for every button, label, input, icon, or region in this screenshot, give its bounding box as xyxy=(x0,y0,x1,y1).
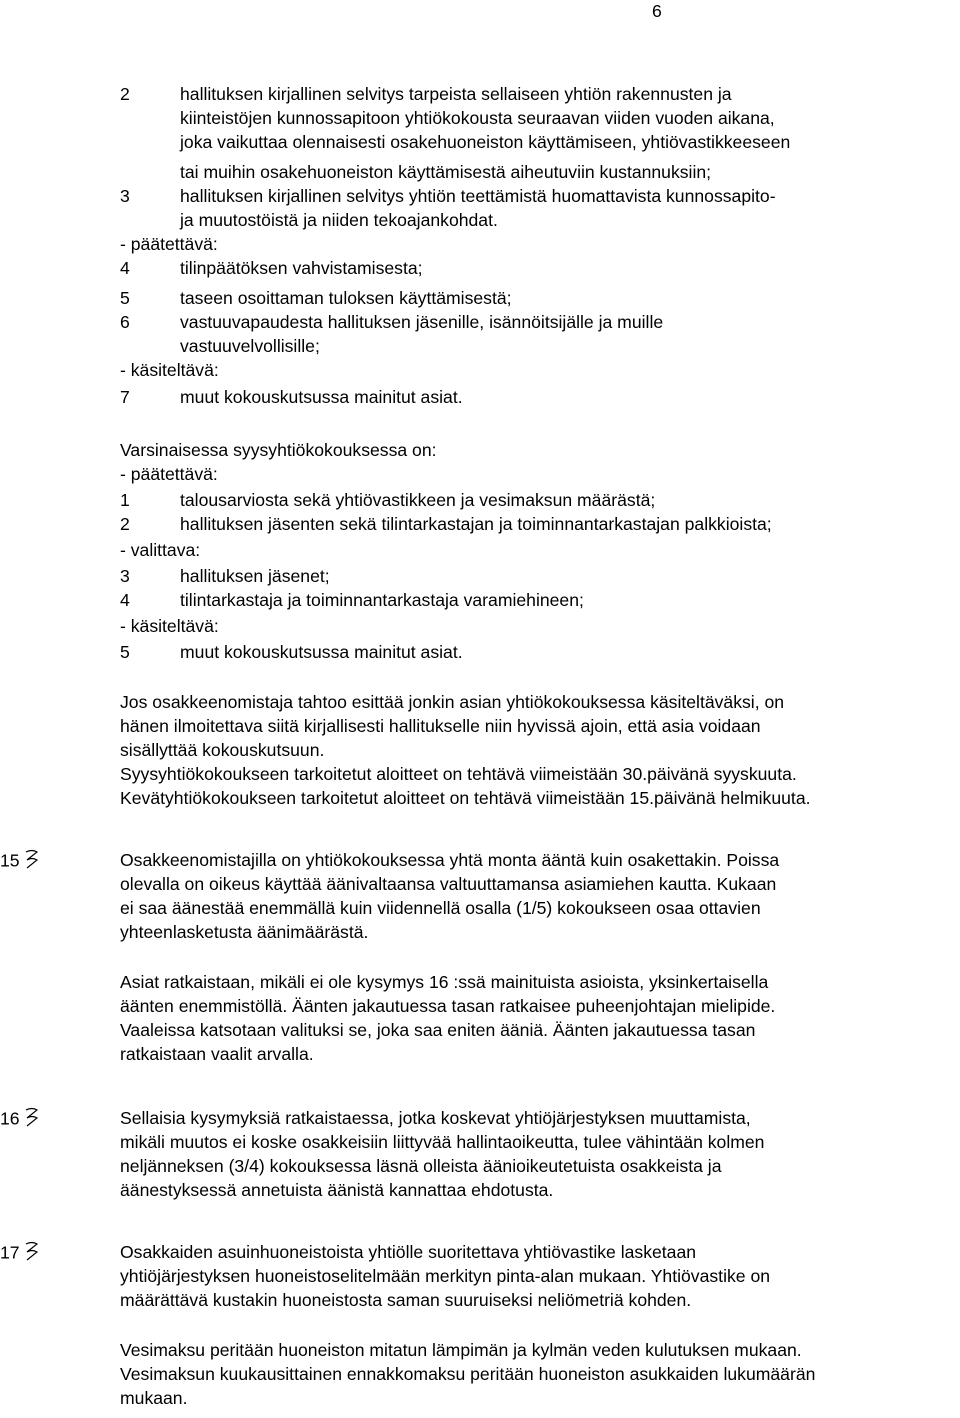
text-line: - käsiteltävä: xyxy=(120,616,219,636)
list-item-number: 3 xyxy=(120,186,130,206)
text-line: mikäli muutos ei koske osakkeisiin liittyvää hallintaoikeutta, tulee vähintään kolmen xyxy=(120,1132,765,1152)
text-line: yhteenlasketusta äänimäärästä. xyxy=(120,922,369,942)
list-item-number: 5 xyxy=(120,288,130,308)
text-line: - käsiteltävä: xyxy=(120,360,219,380)
text-line: taseen osoittaman tuloksen käyttämisestä; xyxy=(180,288,512,308)
list-item-number: 2 xyxy=(120,84,130,104)
text-line: Kevätyhtiökokoukseen tarkoitetut aloitteet on tehtävä viimeistään 15.päivänä helmikuuta. xyxy=(120,788,811,808)
section-number xyxy=(0,848,42,876)
text-line: hallituksen jäsenten sekä tilintarkastajan ja toiminnantarkastajan palkkioista; xyxy=(180,514,772,534)
text-line: Asiat ratkaistaan, mikäli ei ole kysymys 16 :ssä mainituista asioista, yksinkertaisella xyxy=(120,972,769,992)
text-line: yhtiöjärjestyksen huoneistoselitelmään merkityn pinta-alan mukaan. Yhtiövastike on xyxy=(120,1266,771,1286)
text-line: kiinteistöjen kunnossapitoon yhtiökokousta seuraavan viiden vuoden aikana, xyxy=(180,108,775,128)
section-number xyxy=(0,1106,42,1134)
list-item-number: 4 xyxy=(120,590,130,610)
text-line: äänten enemmistöllä. Äänten jakautuessa tasan ratkaisee puheenjohtajan mielipide. xyxy=(120,996,776,1016)
text-line: Vaaleissa katsotaan valituksi se, joka saa eniten ääniä. Äänten jakautuessa tasan xyxy=(120,1020,756,1040)
section-sign-icon xyxy=(24,1240,42,1268)
text-line: Osakkeenomistajilla on yhtiökokouksessa yhtä monta ääntä kuin osakettakin. Poissa xyxy=(120,850,780,870)
text-line: määrättävä kustakin huoneistosta saman suuruiseksi neliömetriä kohden. xyxy=(120,1290,692,1310)
text-line: talousarviosta sekä yhtiövastikkeen ja vesimaksun määrästä; xyxy=(180,490,656,510)
text-line: ratkaistaan vaalit arvalla. xyxy=(120,1044,314,1064)
text-line: neljänneksen (3/4) kokouksessa läsnä olleista äänioikeutetuista osakkeista ja xyxy=(120,1156,722,1176)
list-item-number: 6 xyxy=(120,312,130,332)
text-line: hänen ilmoitettava siitä kirjallisesti hallitukselle niin hyvissä ajoin, että asia voidaan xyxy=(120,716,761,736)
text-line: Vesimaksun kuukausittainen ennakkomaksu peritään huoneiston asukkaiden lukumäärän xyxy=(120,1364,816,1384)
text-line: sisällyttää kokouskutsuun. xyxy=(120,740,325,760)
section-sign-icon xyxy=(24,848,42,876)
text-line: hallituksen jäsenet; xyxy=(180,566,330,586)
text-line: vastuuvapaudesta hallituksen jäsenille, isännöitsijälle ja muille xyxy=(180,312,664,332)
list-item-number: 4 xyxy=(120,258,130,278)
section-number-text: 15 xyxy=(0,850,20,871)
text-line: - päätettävä: xyxy=(120,234,218,254)
text-line: Varsinaisessa syysyhtiökokouksessa on: xyxy=(120,440,437,460)
text-line: Sellaisia kysymyksiä ratkaistaessa, jotka koskevat yhtiöjärjestyksen muuttamista, xyxy=(120,1108,751,1128)
text-line: hallituksen kirjallinen selvitys yhtiön teettämistä huomattavista kunnossapito- xyxy=(180,186,776,206)
text-line: joka vaikuttaa olennaisesti osakehuoneiston käyttämiseen, yhtiövastikkeeseen xyxy=(180,132,791,152)
section-sign-icon xyxy=(24,1106,42,1134)
list-item-number: 1 xyxy=(120,490,130,510)
text-line: ei saa äänestää enemmällä kuin viidennellä osalla (1/5) kokoukseen osaa ottavien xyxy=(120,898,761,918)
section-number-text: 16 xyxy=(0,1108,20,1129)
list-item-number: 7 xyxy=(120,387,130,407)
text-line: Syysyhtiökokoukseen tarkoitetut aloitteet on tehtävä viimeistään 30.päivänä syyskuuta. xyxy=(120,764,797,784)
text-line: mukaan. xyxy=(120,1388,188,1408)
text-line: Osakkaiden asuinhuoneistoista yhtiölle suoritettava yhtiövastike lasketaan xyxy=(120,1242,697,1262)
text-line: tai muihin osakehuoneiston käyttämisestä aiheutuviin kustannuksiin; xyxy=(180,162,712,182)
text-line: muut kokouskutsussa mainitut asiat. xyxy=(180,642,463,662)
text-line: muut kokouskutsussa mainitut asiat. xyxy=(180,387,463,407)
text-line: hallituksen kirjallinen selvitys tarpeista sellaiseen yhtiön rakennusten ja xyxy=(180,84,732,104)
section-number-text: 17 xyxy=(0,1242,20,1263)
text-line: olevalla on oikeus käyttää äänivaltaansa valtuuttamansa asiamiehen kautta. Kukaan xyxy=(120,874,777,894)
text-line: - päätettävä: xyxy=(120,464,218,484)
text-line: Jos osakkeenomistaja tahtoo esittää jonkin asian yhtiökokouksessa käsiteltäväksi, on xyxy=(120,692,785,712)
text-line: tilintarkastaja ja toiminnantarkastaja varamiehineen; xyxy=(180,590,584,610)
text-line: tilinpäätöksen vahvistamisesta; xyxy=(180,258,423,278)
text-line: vastuuvelvollisille; xyxy=(180,336,320,356)
text-line: - valittava: xyxy=(120,540,201,560)
list-item-number: 2 xyxy=(120,514,130,534)
text-line: ja muutostöistä ja niiden tekoajankohdat. xyxy=(180,210,498,230)
text-line: äänestyksessä annetuista äänistä kannattaa ehdotusta. xyxy=(120,1180,554,1200)
section-number xyxy=(0,1240,42,1268)
text-line: Vesimaksu peritään huoneiston mitatun lämpimän ja kylmän veden kulutuksen mukaan. xyxy=(120,1340,802,1360)
page-number: 6 xyxy=(652,1,662,21)
list-item-number: 3 xyxy=(120,566,130,586)
list-item-number: 5 xyxy=(120,642,130,662)
